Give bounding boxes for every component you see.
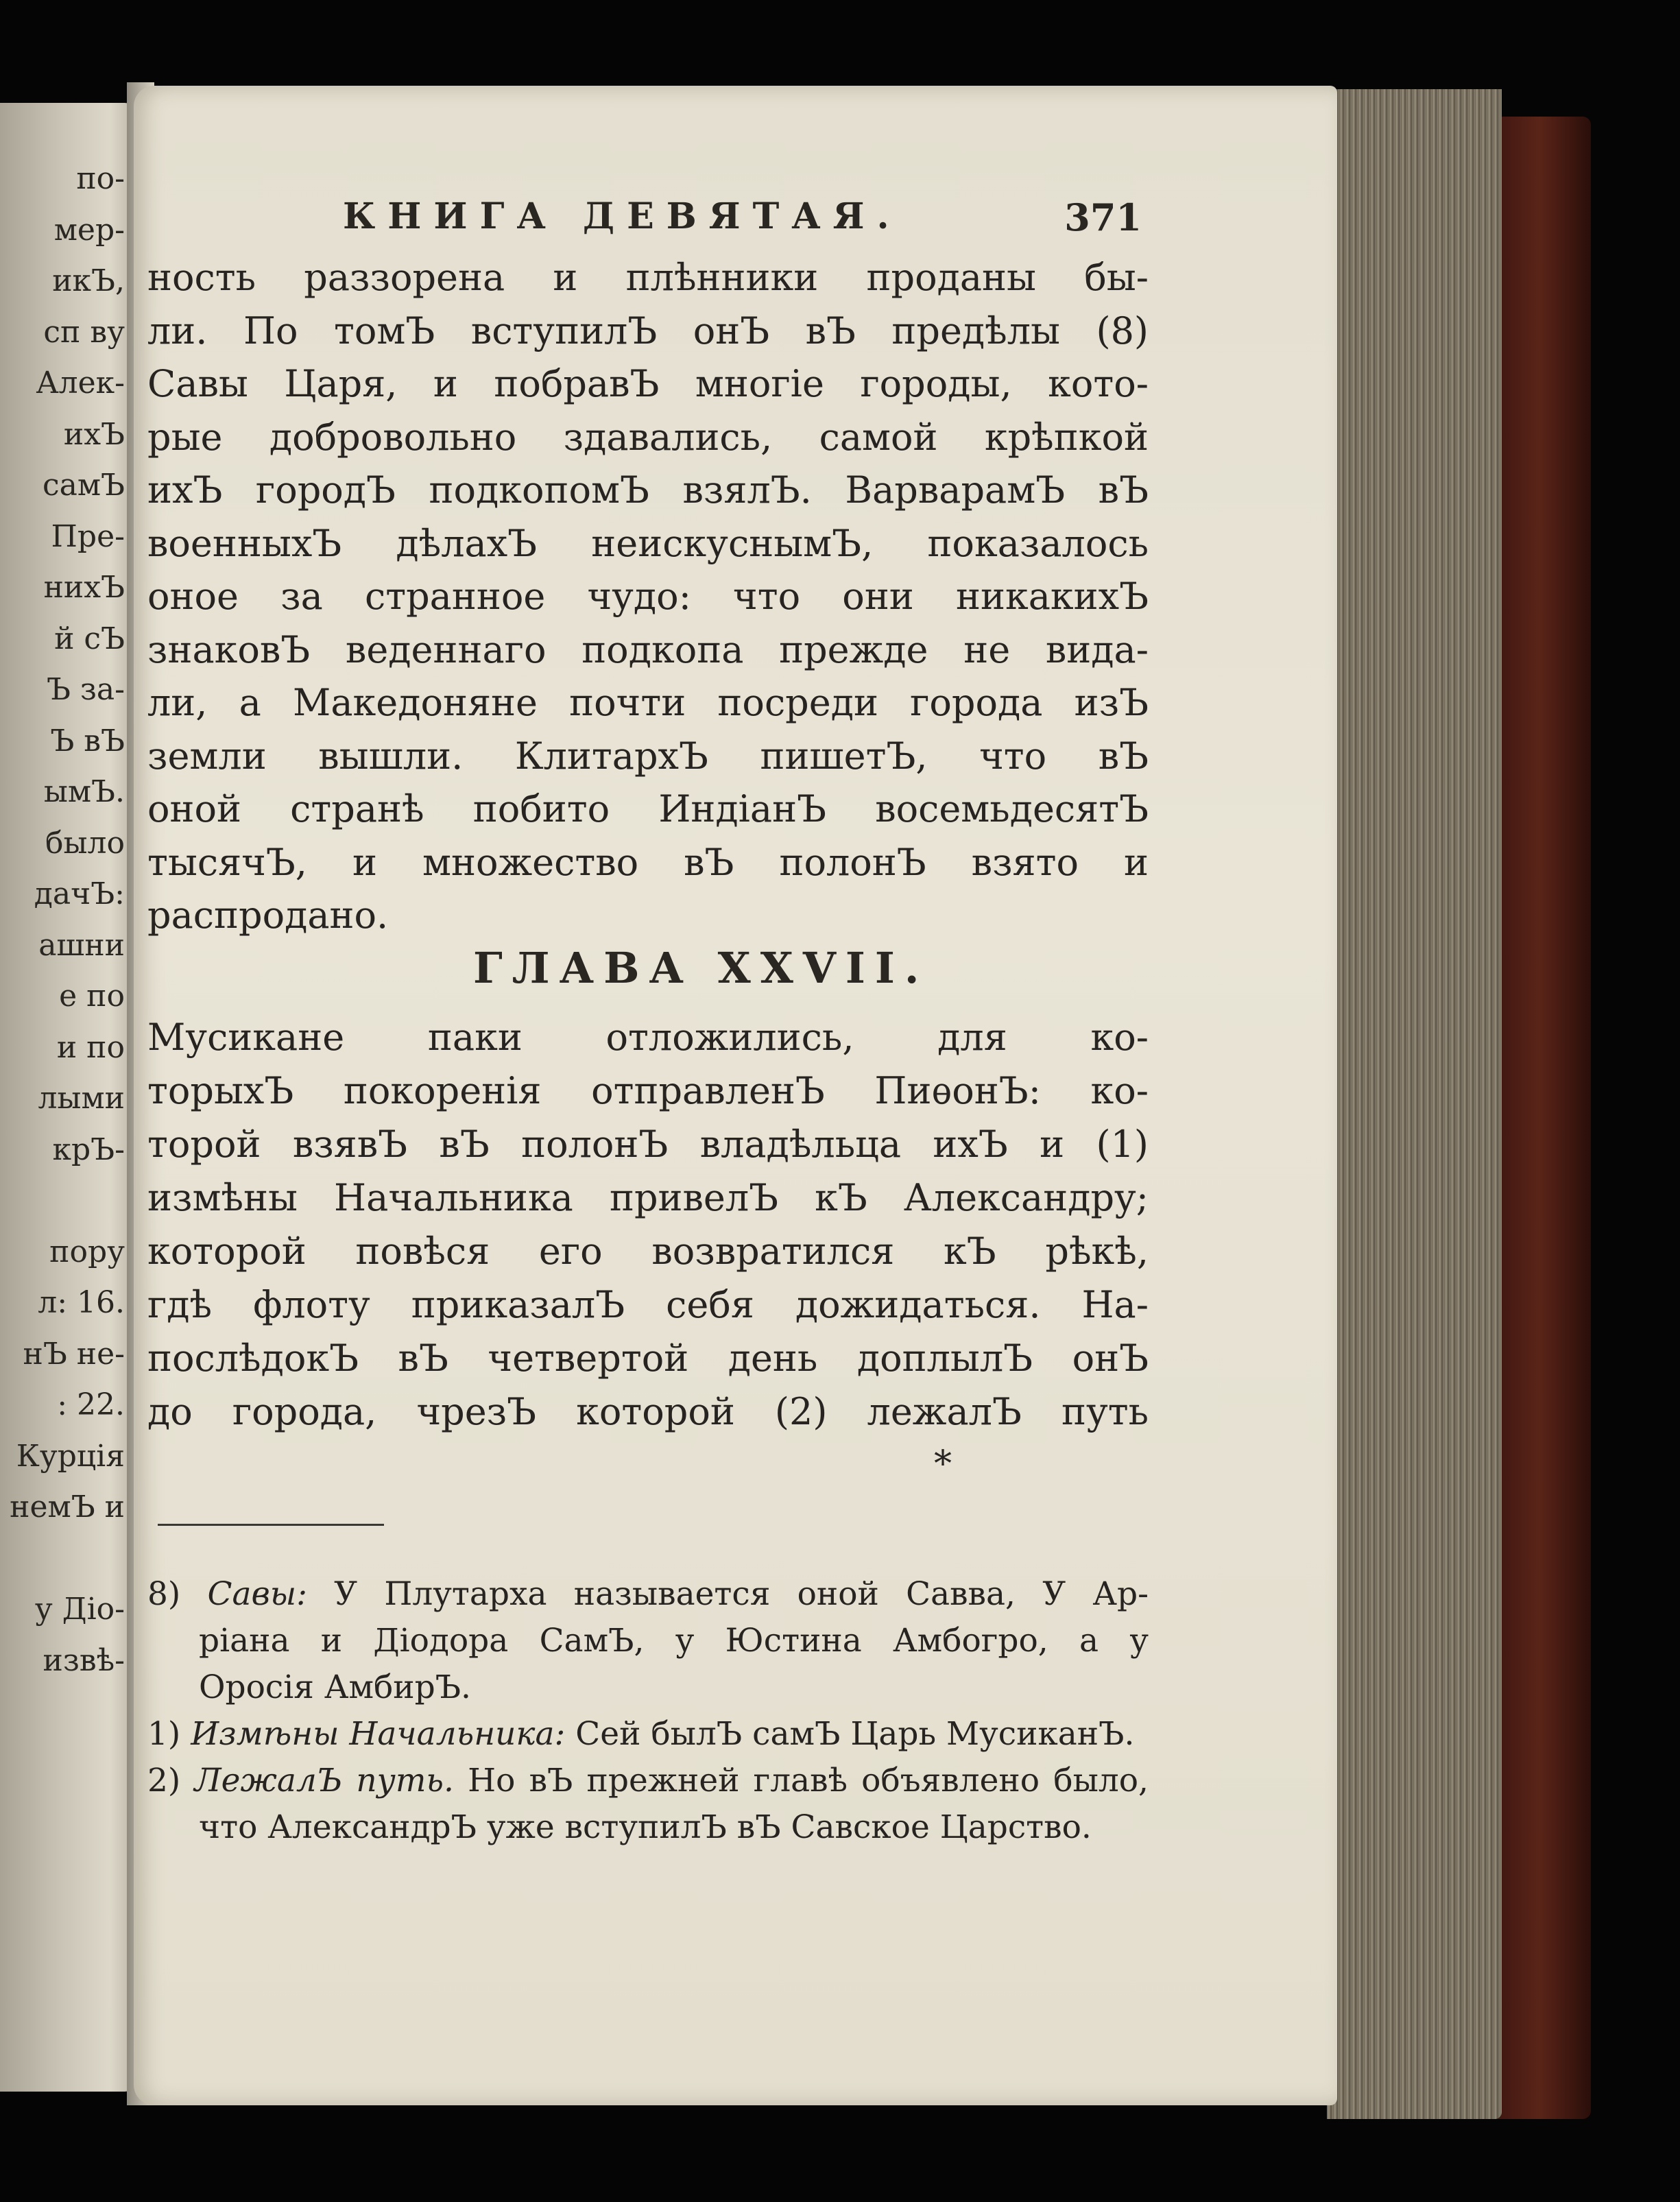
body-line: распродано. xyxy=(147,894,389,937)
left-page-line: Ъ за- xyxy=(46,672,125,707)
left-page-line: мер- xyxy=(53,212,125,248)
running-head-title: КНИГА ДЕВЯТАЯ. xyxy=(343,195,902,237)
left-page-line: пору xyxy=(49,1234,125,1269)
page-number: 371 xyxy=(1064,195,1142,239)
left-page-line: и по xyxy=(56,1029,125,1065)
footnote-term: Измѣны Начальника: xyxy=(191,1715,576,1753)
footnote-text: Но вЪ прежней главѣ объявлено было, xyxy=(468,1762,1149,1799)
footnote-term: ЛежалЪ путь. xyxy=(194,1762,468,1799)
body-line: торыхЪ покоренія отправленЪ ПиѳонЪ: ко- xyxy=(147,1069,1149,1112)
left-page-line: Пре- xyxy=(51,518,125,554)
body-line: послѣдокЪ вЪ четвертой день доплылЪ онЪ xyxy=(147,1337,1149,1380)
left-page-line: ымЪ. xyxy=(43,774,125,809)
left-page-line: крЪ- xyxy=(52,1132,125,1167)
footnote-line xyxy=(147,1712,1149,1757)
book-cover-edge xyxy=(1488,117,1591,2119)
body-line: которой повѣся его возвратился кЪ рѣкѣ, xyxy=(147,1230,1149,1273)
left-page-line: извѣ- xyxy=(43,1642,125,1678)
left-page-line: нЪ не- xyxy=(23,1336,125,1372)
left-page-line: сп ву xyxy=(43,314,125,350)
left-page-line: л: 16. xyxy=(38,1285,125,1320)
footnote-line xyxy=(199,1665,1149,1710)
footnote-marker: 1) xyxy=(147,1715,191,1753)
body-line: Мусикане паки отложились, для ко- xyxy=(147,1016,1149,1059)
body-line: до города, чрезЪ которой (2) лежалЪ путь xyxy=(147,1390,1149,1433)
body-line: гдѣ флоту приказалЪ себя дожидаться. На- xyxy=(147,1283,1149,1326)
left-page-line: Алек- xyxy=(36,366,125,400)
footnote-line xyxy=(199,1618,1149,1664)
left-page-line: е по xyxy=(59,979,125,1014)
left-page-line: Курція xyxy=(16,1438,125,1474)
left-page-line: : 22. xyxy=(57,1387,125,1422)
footnote-marker: 2) xyxy=(147,1762,195,1799)
body-line: знаковЪ веденнаго подкопа прежде не вида- xyxy=(147,627,1149,671)
left-page-line: немЪ и xyxy=(10,1489,125,1524)
body-line: ли, а Македоняне почти посреди города изЪ xyxy=(147,681,1149,724)
left-page-line: лыми xyxy=(38,1081,125,1116)
footnote-text: Оросія АмбирЪ. xyxy=(199,1668,471,1706)
body-line: торой взявЪ вЪ полонЪ владѣльца ихЪ и (1) xyxy=(147,1123,1149,1166)
body-line: измѣны Начальника привелЪ кЪ Александру; xyxy=(147,1176,1149,1219)
body-line: ли. По томЪ вступилЪ онЪ вЪ предѣлы (8) xyxy=(147,309,1149,352)
body-line: ность раззорена и плѣнники проданы бы- xyxy=(147,256,1149,299)
left-page-line: Ъ вЪ xyxy=(50,723,125,758)
left-page-line: икЪ, xyxy=(52,263,125,298)
left-page-line: й сЪ xyxy=(54,621,125,656)
footnote-text: ріана и Діодора СамЪ, у Юстина Амбогро, а у xyxy=(199,1622,1149,1660)
left-page-line: по- xyxy=(76,161,125,196)
chapter-heading: ГЛАВА XXVII. xyxy=(473,943,929,993)
body-line: оное за странное чудо: что они никакихЪ xyxy=(147,575,1149,618)
footnote-marker: 8) xyxy=(147,1575,208,1613)
left-page-line: ашни xyxy=(38,927,125,963)
footnote-line xyxy=(199,1805,1149,1850)
footnote-text: У Плутарха называется оной Савва, У Ар- xyxy=(334,1575,1149,1613)
footnote-line xyxy=(147,1758,1149,1804)
footnote-rule xyxy=(158,1524,384,1526)
left-page-line: самЪ xyxy=(42,468,125,503)
footnote-term: Савы: xyxy=(207,1575,335,1613)
left-page xyxy=(0,103,137,2092)
footnote-text: Сей былЪ самЪ Царь МусиканЪ. xyxy=(575,1715,1135,1753)
body-line: ихЪ городЪ подкопомЪ взялЪ. ВарварамЪ вЪ xyxy=(147,468,1149,512)
page-edges xyxy=(1327,89,1502,2119)
left-page-line: дачЪ: xyxy=(34,876,125,911)
left-page-line: нихЪ xyxy=(43,570,125,605)
body-line: рые добровольно здавались, самой крѣпкой xyxy=(147,415,1149,459)
catchword-mark: * xyxy=(934,1444,952,1485)
body-line: земли вышли. КлитархЪ пишетЪ, что вЪ xyxy=(147,734,1149,778)
body-line: военныхЪ дѣлахЪ неискуснымЪ, показалось xyxy=(147,521,1149,565)
body-line: Савы Царя, и побравЪ многіе городы, кото- xyxy=(147,362,1149,405)
left-page-line: у Діо- xyxy=(34,1592,125,1627)
left-page-line: ихЪ xyxy=(63,416,125,452)
body-line: тысячЪ, и множество вЪ полонЪ взято и xyxy=(147,840,1149,884)
footnote-line xyxy=(147,1572,1149,1617)
footnote-text: что АлександрЪ уже вступилЪ вЪ Савское Царство. xyxy=(199,1808,1092,1846)
left-page-line: было xyxy=(45,825,125,861)
running-head xyxy=(195,195,1142,243)
body-line: оной странѣ побито ИндіанЪ восемьдесятЪ xyxy=(147,787,1149,830)
